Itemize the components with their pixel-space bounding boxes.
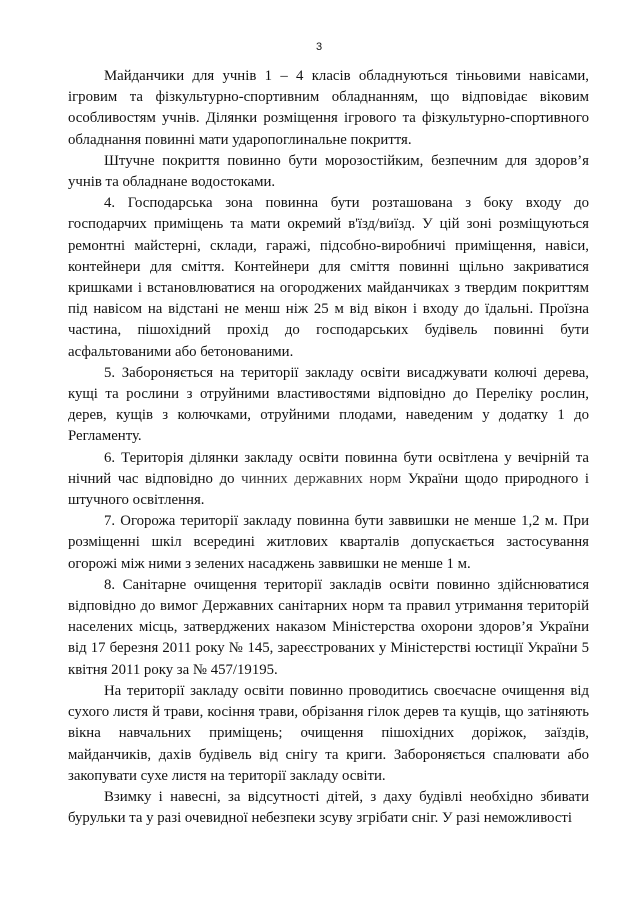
lighting-text-start: 6. Територія ділянки закладу освіти повинна бути освітлена у вечірній та нічний час відповідно до (68, 449, 589, 487)
paragraph-winter-icicles: Взимку і навесні, за відсутності дітей, з даху будівлі необхідно збивати бурульки та у разі очевидної небезпеки зсуву згрібати сніг. У разі неможливості (68, 788, 589, 827)
paragraph-leaf-cleanup: На території закладу освіти повинно проводитись своєчасне очищення від сухого листя й трави, косіння трави, обрізання гілок дерев та кущів, що затіняють вікна навчальних приміщень; очищення пішохідних доріжок, заїздів, майданчиків, дахів будівель від снігу та криги. Забороняється спалювати або закопувати сухе листя на території закладу освіти. (68, 682, 589, 784)
paragraph-utility-zone: 4. Господарська зона повинна бути розташована з боку входу до господарчих приміщень та мати окремий в'їзд/виїзд. У цій зоні розміщуються ремонтні майстерні, склади, гаражі, підсобно-виробничі приміщення, навіси, контейнери для сміття. Контейнери для сміття повинні щільно закриватися кришками і встановлюватися на огороджених майданчиках з твердим покриттям під навісом на відстані не менш ніж 25 м від вікон і входу до їдальні. Проїзна частина, пішохідний прохід до господарських будівель повинні бути асфальтованими або бетонованими. (68, 195, 589, 360)
state-norms-link[interactable]: чинних державних норм (241, 470, 402, 487)
paragraph-prohibited-plants: 5. Забороняється на території закладу освіти висаджувати колючі дерева, кущі та рослини з отруйними властивостями відповідно до Переліку рослин, дерев, кущів з колючками, отруйними плодами, наведеним у додатку 1 до Регламенту. (68, 364, 589, 445)
document-body (68, 66, 589, 829)
paragraph-fence: 7. Огорожа території закладу повинна бути заввишки не менше 1,2 м. При розміщенні шкіл всередині житлових кварталів допускається застосування огорожі між ними з зелених насаджень заввишки не менше 1 м. (68, 513, 589, 572)
lighting-text-end: України щодо природного і штучного освітлення. (68, 470, 590, 509)
page-number: 3 (315, 41, 323, 53)
paragraph-artificial-surface: Штучне покриття повинно бути морозостійким, безпечним для здоров’я учнів та обладнане водостоками. (68, 152, 589, 191)
paragraph-lighting (68, 448, 589, 512)
paragraph-playgrounds: Майданчики для учнів 1 – 4 класів обладнуються тіньовими навісами, ігровим та фізкультурно-спортивним обладнанням, що відповідає віковим особливостям учнів. Ділянки розміщення ігрового та фізкультурно-спортивного обладнання повинні мати ударопоглинальне покриття. (68, 68, 589, 148)
paragraph-sanitary-cleaning: 8. Санітарне очищення території закладів освіти повинно здійснюватися відповідно до вимог Державних санітарних норм та правил утримання територій населених місць, затверджених наказом Міністерства охорони здоров’я України від 17 березня 2011 року № 145, зареєстрованих у Міністерстві юстиції України 5 квітня 2011 року за № 457/19195. (68, 576, 589, 678)
